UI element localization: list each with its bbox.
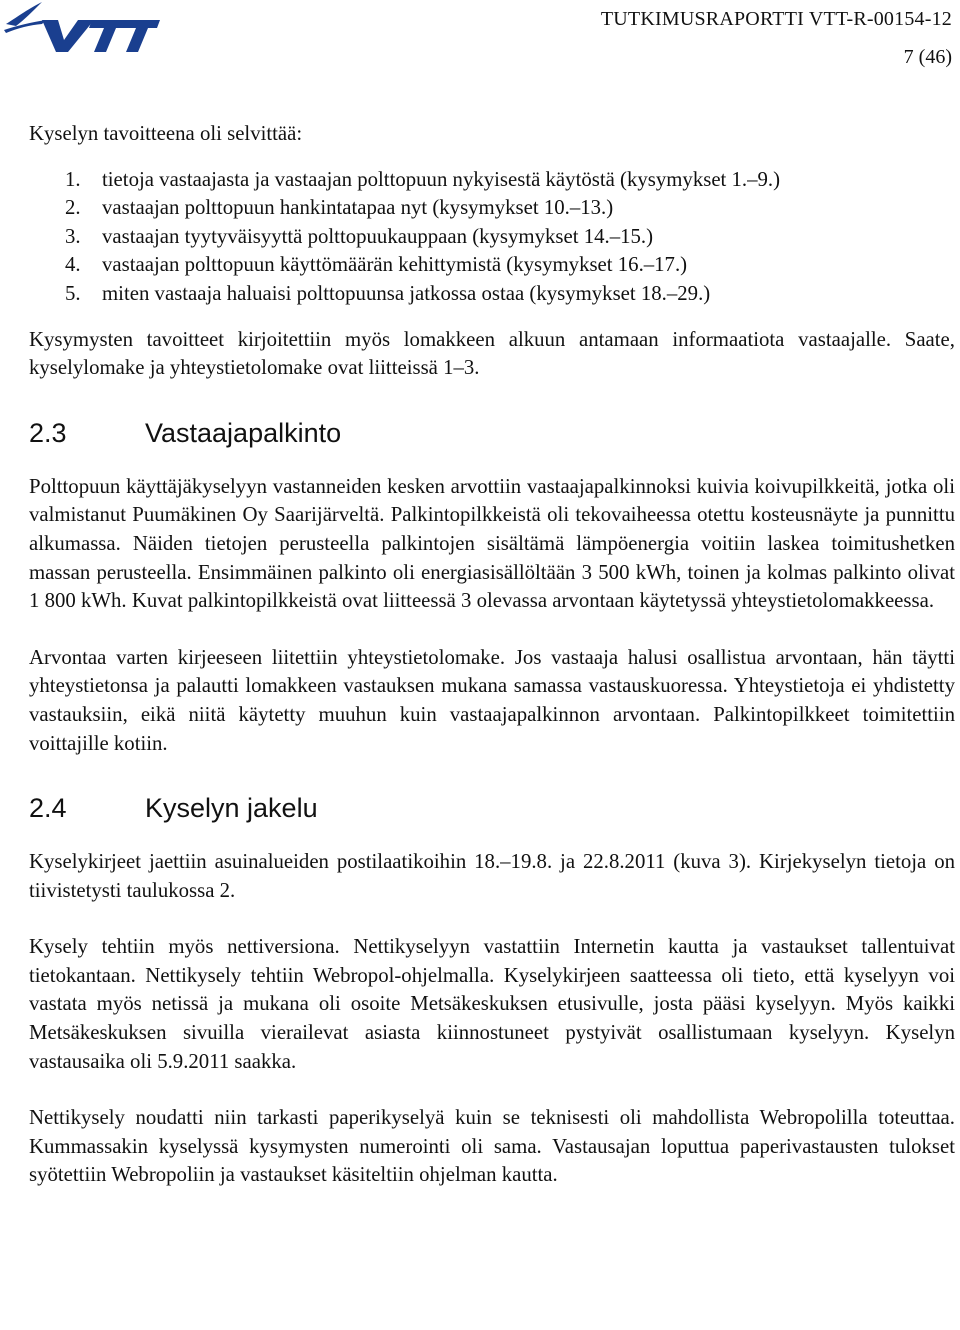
goals-list <box>29 166 955 309</box>
report-id: TUTKIMUSRAPORTTI VTT-R-00154-12 <box>600 8 952 30</box>
goals-intro: Kyselyn tavoitteena oli selvittää: <box>29 122 303 145</box>
section-heading-2-3 <box>29 417 955 449</box>
paragraph: Kyselykirjeet jaettiin asuinalueiden postilaatikoihin 18.–19.8. ja 22.8.2011 (kuva 3). Kirjekyselyn tietoja on tiivistetysti taulukossa 2. <box>29 850 955 902</box>
vtt-logo-graphic <box>2 0 162 56</box>
paragraph: Arvontaa varten kirjeeseen liitettiin yhteystietolomake. Jos vastaaja halusi osallistua arvontaan, hän täytti yhteystietonsa ja palautti lomakkeen vastauksen mukana samassa vastauskuoressa. Yhteystietoja ei yhdistetty vastauksiin, eikä niitä käytetty muuhun kuin vastaajapalkinnon arvontaan. Palkintopilkkeet toimitettiin voittajille kotiin. <box>29 645 955 755</box>
paragraph: Polttopuun käyttäjäkyselyyn vastanneiden kesken arvottiin vastaajapalkinnoksi kuivia koivupilkkeitä, jotka oli valmistanut Puumäkinen Oy Saarijärveltä. Palkintopilkkeistä oli tekovaiheessa otettu kosteusnäyte ja punnittu alkumassa. Näiden tietojen perusteella palkintojen sisältämä lämpöenergia voitiin laskea toimitushetken massan perusteella. Ensimmäinen palkinto oli energiasisällöltään 3 500 kWh, toinen ja kolmas palkinto olivat 1 800 kWh. Kuvat palkintopilkkeistä ovat liitteessä 3 olevassa arvontaan käytetyssä yhteystietolomakkeessa. <box>29 474 955 613</box>
list-item: 4. vastaajan polttopuun käyttömäärän kehittymistä (kysymykset 16.–17.) <box>65 253 688 277</box>
section-number: 2.4 <box>29 793 67 824</box>
paragraph: Kysely tehtiin myös nettiversiona. Nettikyselyyn vastattiin Internetin kautta ja vastaukset tallentuivat tietokantaan. Nettikysely tehtiin Webropol-ohjelmalla. Kyselykirjeen saatteessa oli tieto, että kyselyyn voi vastata myös netissä ja mukana oli osoite Metsäkeskuksen etusivulle, josta pääsi kyselyyn. Myös kaikki Metsäkeskuksen sivuilla vierailevat asiasta kiinnostuneet pystyivät osallistumaan kyselyyn. Kyselyn vastausaika oli 5.9.2011 saakka. <box>29 935 955 1073</box>
vtt-logo <box>2 0 162 56</box>
section-heading-2-4 <box>29 792 955 824</box>
goals-note: Kysymysten tavoitteet kirjoitettiin myös lomakkeen alkuun antamaan informaatiota vastaajalle. Saate, kyselylomake ja yhteystietolomake ovat liitteissä 1–3. <box>29 327 955 380</box>
section-title: Vastaajapalkinto <box>145 417 342 448</box>
document-body <box>29 120 955 1190</box>
list-item: 5. miten vastaaja haluaisi polttopuunsa jatkossa ostaa (kysymykset 18.–29.) <box>65 281 711 305</box>
list-item: 3. vastaajan tyytyväisyyttä polttopuukauppaan (kysymykset 14.–15.) <box>65 224 654 248</box>
paragraph: Nettikysely noudatti niin tarkasti paperikyselyä kuin se teknisesti oli mahdollista Webropolilla toteuttaa. Kummassakin kyselyssä kysymysten numerointi oli sama. Vastausajan loputtua paperivastausten tulokset syötettiin Webropoliin ja vastaukset käsiteltiin ohjelman kautta. <box>29 1106 955 1187</box>
list-item: 1. tietoja vastaajasta ja vastaajan polttopuun nykyisestä käytöstä (kysymykset 1.–9.) <box>65 167 781 191</box>
page-number: 7 (46) <box>903 46 952 68</box>
list-item: 2. vastaajan polttopuun hankintatapaa nyt (kysymykset 10.–13.) <box>65 196 614 220</box>
section-number: 2.3 <box>29 417 67 448</box>
section-title: Kyselyn jakelu <box>145 793 318 824</box>
